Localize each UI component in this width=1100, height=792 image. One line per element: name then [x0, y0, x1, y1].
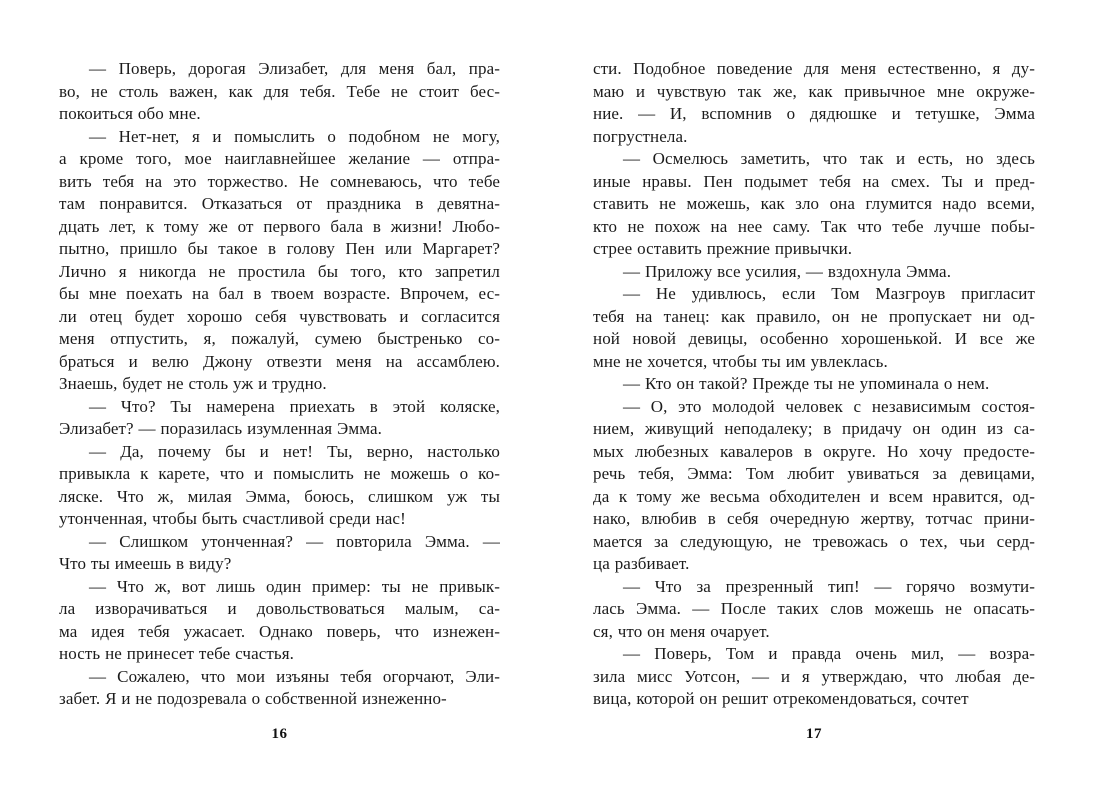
text-line: мне не хочется, чтобы ты им увлеклась.	[593, 351, 888, 371]
text-line: во, не столь важен, как для тебя. Тебе не стоит бес-	[59, 81, 500, 101]
text-line: Что ты имеешь в виду?	[59, 554, 232, 573]
text-line: речь тебя, Эмма: Том любит увиваться за девицами,	[593, 464, 1035, 483]
text-line: ность не принесет тебе счастья.	[59, 644, 295, 663]
text-line: ставить не можешь, как зло она глумится надо всеми,	[593, 194, 1035, 213]
text-line: лась Эмма. — После таких слов можешь не опасать-	[593, 599, 1035, 618]
paragraph	[59, 666, 500, 711]
text-line: дцать лет, к тому же от первого бала в жизни! Любо-	[59, 216, 500, 236]
text-line: кто не похож на нее саму. Так что тебе лучше побы-	[593, 216, 1035, 236]
paragraph	[59, 576, 500, 666]
text-line: мых любезных кавалеров в округе. Но хочу предосте-	[593, 441, 1035, 461]
paragraph	[593, 643, 1035, 711]
paragraph	[59, 126, 500, 396]
text-line: тебя на танец: как правило, он не пропускает ни од-	[593, 306, 1035, 326]
text-line: ма идея тебя ужасает. Однако поверь, что изнежен-	[59, 621, 500, 641]
text-line: забет. Я и не подозревала о собственной изнеженно-	[59, 689, 447, 708]
text-line: — Сожалею, что мои изъяны тебя огорчают, Эли-	[89, 666, 500, 686]
paragraph	[59, 58, 500, 126]
text-line: маю и чувствую так же, как привычное мне окруже-	[593, 81, 1035, 101]
text-line: Лично я никогда не простила бы того, кто запретил	[59, 261, 500, 281]
paragraph	[593, 373, 1035, 396]
right-page-text	[593, 58, 1035, 711]
paragraph	[593, 396, 1035, 576]
text-line: — Осмелюсь заметить, что так и есть, но здесь	[623, 149, 1035, 168]
text-line: ной новой девицы, особенно хорошенькой. И все же	[593, 329, 1035, 348]
text-line: зила мисс Уотсон, — и я утверждаю, что любая де-	[593, 666, 1035, 686]
paragraph	[593, 148, 1035, 261]
text-line: — Что ж, вот лишь один пример: ты не привык-	[89, 576, 500, 596]
paragraph	[59, 396, 500, 441]
text-line: покоиться обо мне.	[59, 104, 201, 123]
text-line: мается за следующую, не тревожась о тех, чьи серд-	[593, 531, 1035, 551]
text-line: иные нравы. Пен подымет тебя на смех. Ты и пред-	[593, 171, 1035, 191]
text-line: привыкла к карете, что и помыслить не можешь о ко-	[59, 464, 500, 483]
text-line: погрустнела.	[593, 126, 688, 146]
paragraph	[59, 531, 500, 576]
text-line: браться и велю Джону отвезти меня на ассамблею.	[59, 351, 500, 371]
text-line: ла изворачиваться и довольствоваться малым, са-	[59, 599, 500, 618]
text-line: а кроме того, мое наиглавнейшее желание — отпра-	[59, 149, 500, 168]
paragraph	[593, 283, 1035, 373]
text-line: ся, что он меня очарует.	[593, 621, 770, 641]
text-line: ние. — И, вспомнив о дядюшке и тетушке, Эмма	[593, 104, 1035, 123]
text-line: — Кто он такой? Прежде ты не упоминала о нем.	[623, 374, 990, 393]
text-line: стрее оставить прежние привычки.	[593, 239, 853, 258]
text-line: сти. Подобное поведение для меня естественно, я ду-	[593, 59, 1035, 78]
text-line: да к тому же весьма обходителен и всем нравится, од-	[593, 486, 1035, 506]
paragraph	[59, 441, 500, 531]
text-line: — Да, почему бы и нет! Ты, верно, настолько	[89, 441, 500, 461]
text-line: нако, влюбив в себя очередную жертву, тотчас прини-	[593, 509, 1035, 528]
page-number-right: 17	[806, 726, 822, 742]
text-line: ца разбивает.	[593, 554, 690, 573]
text-line: Знаешь, будет не столь уж и трудно.	[59, 374, 327, 393]
text-line: — Что? Ты намерена приехать в этой коляске,	[89, 396, 500, 416]
text-line: — Поверь, дорогая Элизабет, для меня бал, пра-	[89, 59, 500, 78]
text-line: Элизабет? — поразилась изумленная Эмма.	[59, 419, 382, 438]
text-line: — Приложу все усилия, — вздохнула Эмма.	[623, 261, 952, 281]
page-number-left: 16	[271, 726, 288, 742]
text-line: нием, живущий неподалеку; в придачу он один из са-	[593, 419, 1035, 438]
text-line: — Поверь, Том и правда очень мил, — возра-	[623, 644, 1035, 663]
text-line: вить тебя на это торжество. Не сомневаюсь, что тебе	[59, 171, 500, 191]
left-page-text	[59, 58, 500, 711]
text-line: ляске. Что ж, милая Эмма, боюсь, слишком уж ты	[59, 486, 500, 506]
text-line: пытно, пришло бы такое в голову Пен или Маргарет?	[59, 239, 500, 258]
text-line: бы мне поехать на бал в твоем возрасте. Впрочем, ес-	[59, 284, 500, 303]
text-line: вица, которой он решит отрекомендоваться, сочтет	[593, 689, 969, 708]
text-line: меня отпустить, я, пожалуй, сумею быстренько со-	[59, 329, 500, 348]
text-line: — Нет-нет, я и помыслить о подобном не могу,	[89, 126, 500, 146]
text-line: утонченная, чтобы быть счастливой среди нас!	[59, 509, 406, 528]
paragraph	[593, 58, 1035, 148]
paragraph	[593, 576, 1035, 644]
text-line: — Слишком утонченная? — повторила Эмма. —	[89, 531, 500, 551]
text-line: — О, это молодой человек с независимым состоя-	[623, 396, 1035, 416]
paragraph	[593, 261, 1035, 284]
text-line: — Не удивлюсь, если Том Мазгроув пригласит	[623, 284, 1035, 303]
text-line: — Что за презренный тип! — горячо возмути-	[623, 576, 1035, 596]
text-line: там понравится. Отказаться от праздника в девятна-	[59, 194, 500, 213]
text-line: ли отец будет хорошо себя чувствовать и согласится	[59, 306, 500, 326]
